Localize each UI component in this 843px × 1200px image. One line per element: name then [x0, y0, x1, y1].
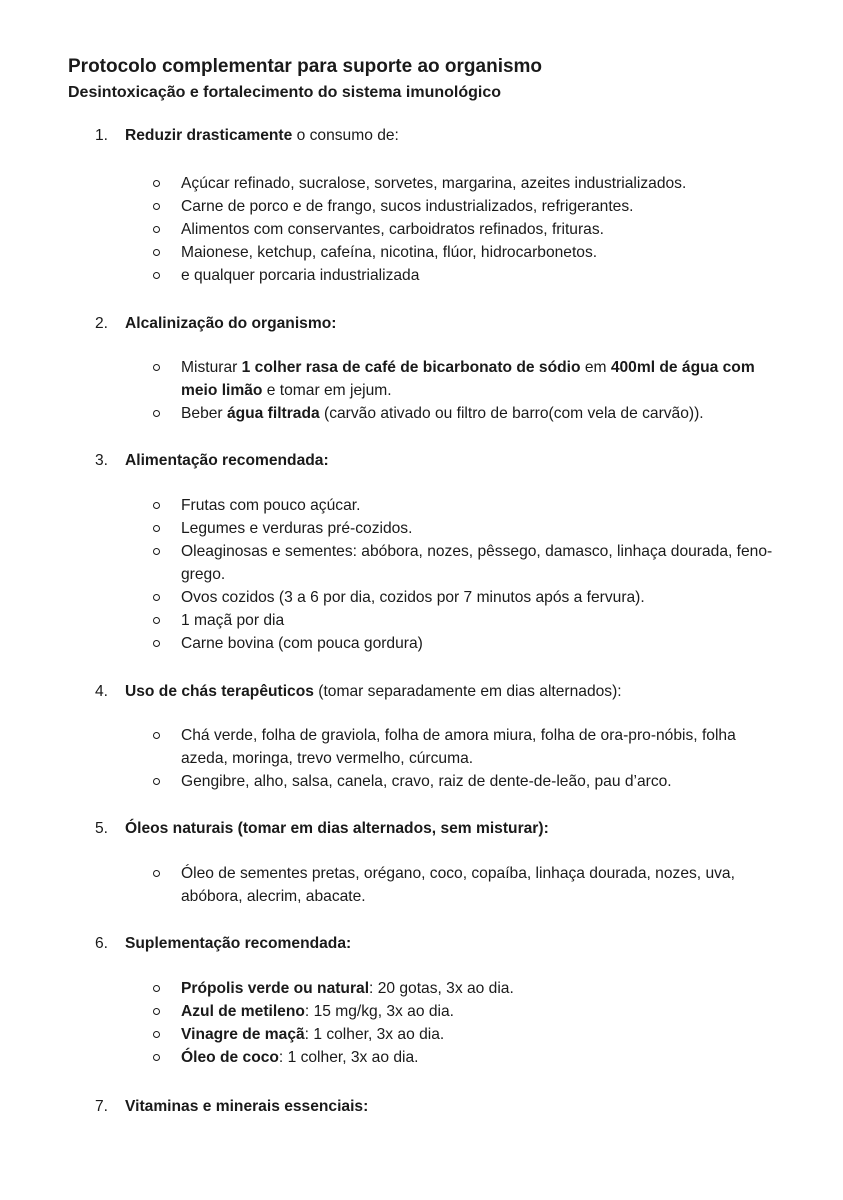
list-item: Ovos cozidos (3 a 6 por dia, cozidos por 7 minutos após a fervura). — [152, 586, 784, 609]
section-number: 4. — [95, 683, 109, 700]
list-item: Maionese, ketchup, cafeína, nicotina, flúor, hidrocarbonetos. — [152, 241, 784, 264]
list-item: Chá verde, folha de graviola, folha de amora miura, folha de ora-pro-nóbis, folha azeda, moringa, trevo vermelho, cúrcuma. — [152, 724, 784, 770]
list-item: Própolis verde ou natural: 20 gotas, 3x ao dia. — [152, 977, 784, 1000]
section-number: 3. — [95, 452, 109, 469]
list-item: Óleo de coco: 1 colher, 3x ao dia. — [152, 1046, 784, 1069]
list-item: Misturar 1 colher rasa de café de bicarbonato de sódio em 400ml de água com meio limão e tomar em jejum. — [152, 356, 784, 402]
document-subtitle: Desintoxicação e fortalecimento do sistema imunológico — [68, 84, 501, 101]
list-item: Açúcar refinado, sucralose, sorvetes, margarina, azeites industrializados. — [152, 172, 784, 195]
section-number: 7. — [95, 1098, 109, 1115]
section-number: 1. — [95, 127, 109, 144]
list-item: e qualquer porcaria industrializada — [152, 264, 784, 287]
section-number: 2. — [95, 315, 109, 332]
section-heading: Óleos naturais (tomar em dias alternados, sem misturar): — [125, 820, 549, 837]
list-item: Gengibre, alho, salsa, canela, cravo, raiz de dente-de-leão, pau d’arco. — [152, 770, 784, 793]
list-item: Vinagre de maçã: 1 colher, 3x ao dia. — [152, 1023, 784, 1046]
list-item: 1 maçã por dia — [152, 609, 784, 632]
section-heading: Alimentação recomendada: — [125, 452, 329, 469]
section-number: 6. — [95, 935, 109, 952]
section-number: 5. — [95, 820, 109, 837]
list-item: Beber água filtrada (carvão ativado ou filtro de barro(com vela de carvão)). — [152, 402, 784, 425]
list-item: Frutas com pouco açúcar. — [152, 494, 784, 517]
list-item: Óleo de sementes pretas, orégano, coco, copaíba, linhaça dourada, nozes, uva, abóbora, alecrim, abacate. — [152, 862, 784, 908]
section-heading: Reduzir drasticamente o consumo de: — [125, 127, 399, 144]
section-heading: Alcalinização do organismo: — [125, 315, 337, 332]
list-item: Carne bovina (com pouca gordura) — [152, 632, 784, 655]
list-item: Carne de porco e de frango, sucos industrializados, refrigerantes. — [152, 195, 784, 218]
list-item: Alimentos com conservantes, carboidratos refinados, frituras. — [152, 218, 784, 241]
document-title: Protocolo complementar para suporte ao organismo — [68, 56, 543, 77]
section-heading: Uso de chás terapêuticos (tomar separadamente em dias alternados): — [125, 683, 622, 700]
section-heading: Suplementação recomendada: — [125, 935, 352, 952]
section-heading: Vitaminas e minerais essenciais: — [125, 1098, 369, 1115]
list-item: Legumes e verduras pré-cozidos. — [152, 517, 784, 540]
list-item: Oleaginosas e sementes: abóbora, nozes, pêssego, damasco, linhaça dourada, feno-grego. — [152, 540, 784, 586]
list-item: Azul de metileno: 15 mg/kg, 3x ao dia. — [152, 1000, 784, 1023]
